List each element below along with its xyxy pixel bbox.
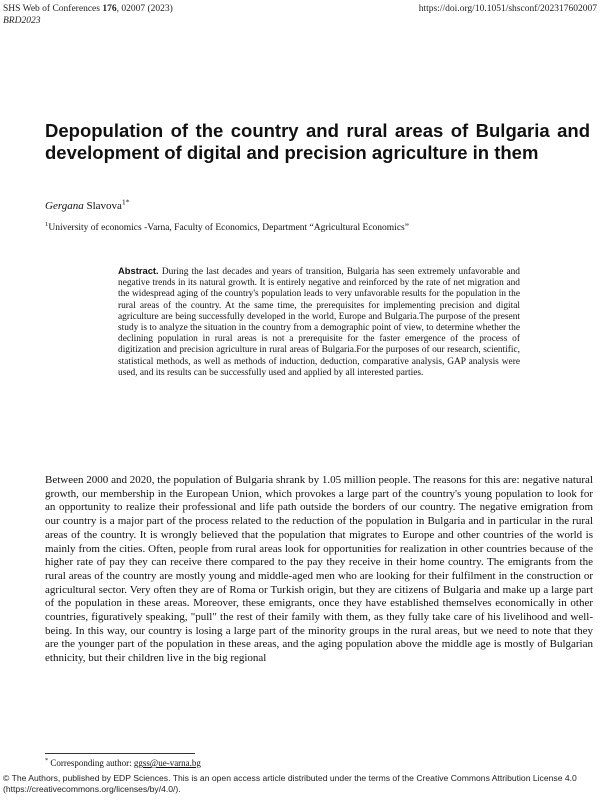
abstract-label: Abstract. [118, 265, 159, 276]
conference-tag: BRD2023 [3, 16, 41, 26]
paper-title: Depopulation of the country and rural areas of Bulgaria and development of digital and precision agriculture in them [45, 120, 590, 163]
affiliation-text: University of economics -Varna, Faculty of Economics, Department “Agricultural Economics” [48, 223, 409, 233]
journal-volume: 176 [102, 4, 117, 14]
author-superscript: 1* [121, 197, 130, 207]
doi-link[interactable]: https://doi.org/10.1051/shsconf/202317602007 [418, 4, 597, 14]
affiliation [45, 222, 595, 234]
affiliation-superscript: 1 [45, 220, 49, 228]
author-line [45, 199, 130, 213]
corresponding-email-link[interactable]: ggss@ue-varna.bg [133, 758, 201, 768]
author-first-name: Gergana [45, 200, 84, 212]
author-last-name: Slavova [86, 200, 122, 212]
article-number-year: , 02007 (2023) [116, 4, 173, 14]
journal-name: SHS Web of Conferences [3, 4, 100, 14]
journal-citation [3, 3, 173, 15]
footnote-label: Corresponding author: [50, 758, 132, 768]
abstract-text: During the last decades and years of transition, Bulgaria has seen extremely unfavorable and negative trends in its natural growth. It is entirely negative and reinforced by the rate of net migration and the widespread aging of the country's population leads to very unfavorable results for the population in the rural areas of the country. At the same time, the prerequisites for implementing precision and digital agriculture are being successfully developed in the world, Europe and Bulgaria.The purpose of the present study is to analyze the situation in the country from a demographic point of view, to determine whether the declining population in rural areas is not a prerequisite for the faster emergence of the process of digitization and precision agriculture in rural areas of Bulgaria.For the purposes of our research, scientific, statistical methods, as well as methods of induction, deduction, comparative analysis, GAP analysis were used, and its results can be successfully used and applied by all interested parties. [118, 267, 520, 378]
abstract [118, 265, 520, 379]
footnote-marker: * [45, 757, 49, 764]
footnote [45, 757, 201, 769]
license-notice: © The Authors, published by EDP Sciences. This is an open access article distributed under the terms of the Creative Commons Attribution License 4.0 (https://creativecommons.org/licenses/by/4.0/). [3, 773, 577, 794]
footnote-divider [45, 753, 195, 754]
body-paragraph: Between 2000 and 2020, the population of Bulgaria shrank by 1.05 million people. The reasons for this are: negative natural growth, our membership in the European Union, which provokes a large part of the country's young population to look for an opportunity to realize their professional and life path outside the borders of our country. The negative emigration from our country is a major part of the process related to the reduction of the population in Bulgaria and in particular in the rural areas of the country. It is wrongly believed that the population that migrates to Europe and other countries of the world is mainly from the cities. Often, people from rural areas look for opportunities for realization in other countries because of the higher rate of pay they can receive there compared to the pay they receive in their home country. The emigrants from the rural areas of the country are mostly young and middle-aged men who are looking for their fulfilment in the construction or agricultural sector. Very often they are of Roma or Turkish origin, but they are citizens of Bulgaria and make up a large part of the population in these areas. Moreover, these emigrants, once they have established themselves economically in other countries, figuratively speaking, "pull" the rest of their family with them, as they fully take care of his livelihood and well-being. In this way, our country is losing a large part of the minority groups in the rural areas, but we need to note that they are the younger part of the population in these areas, and the aging population above the middle age is mostly of Bulgarian ethnicity, but their children live in the big regional [45, 474, 593, 665]
